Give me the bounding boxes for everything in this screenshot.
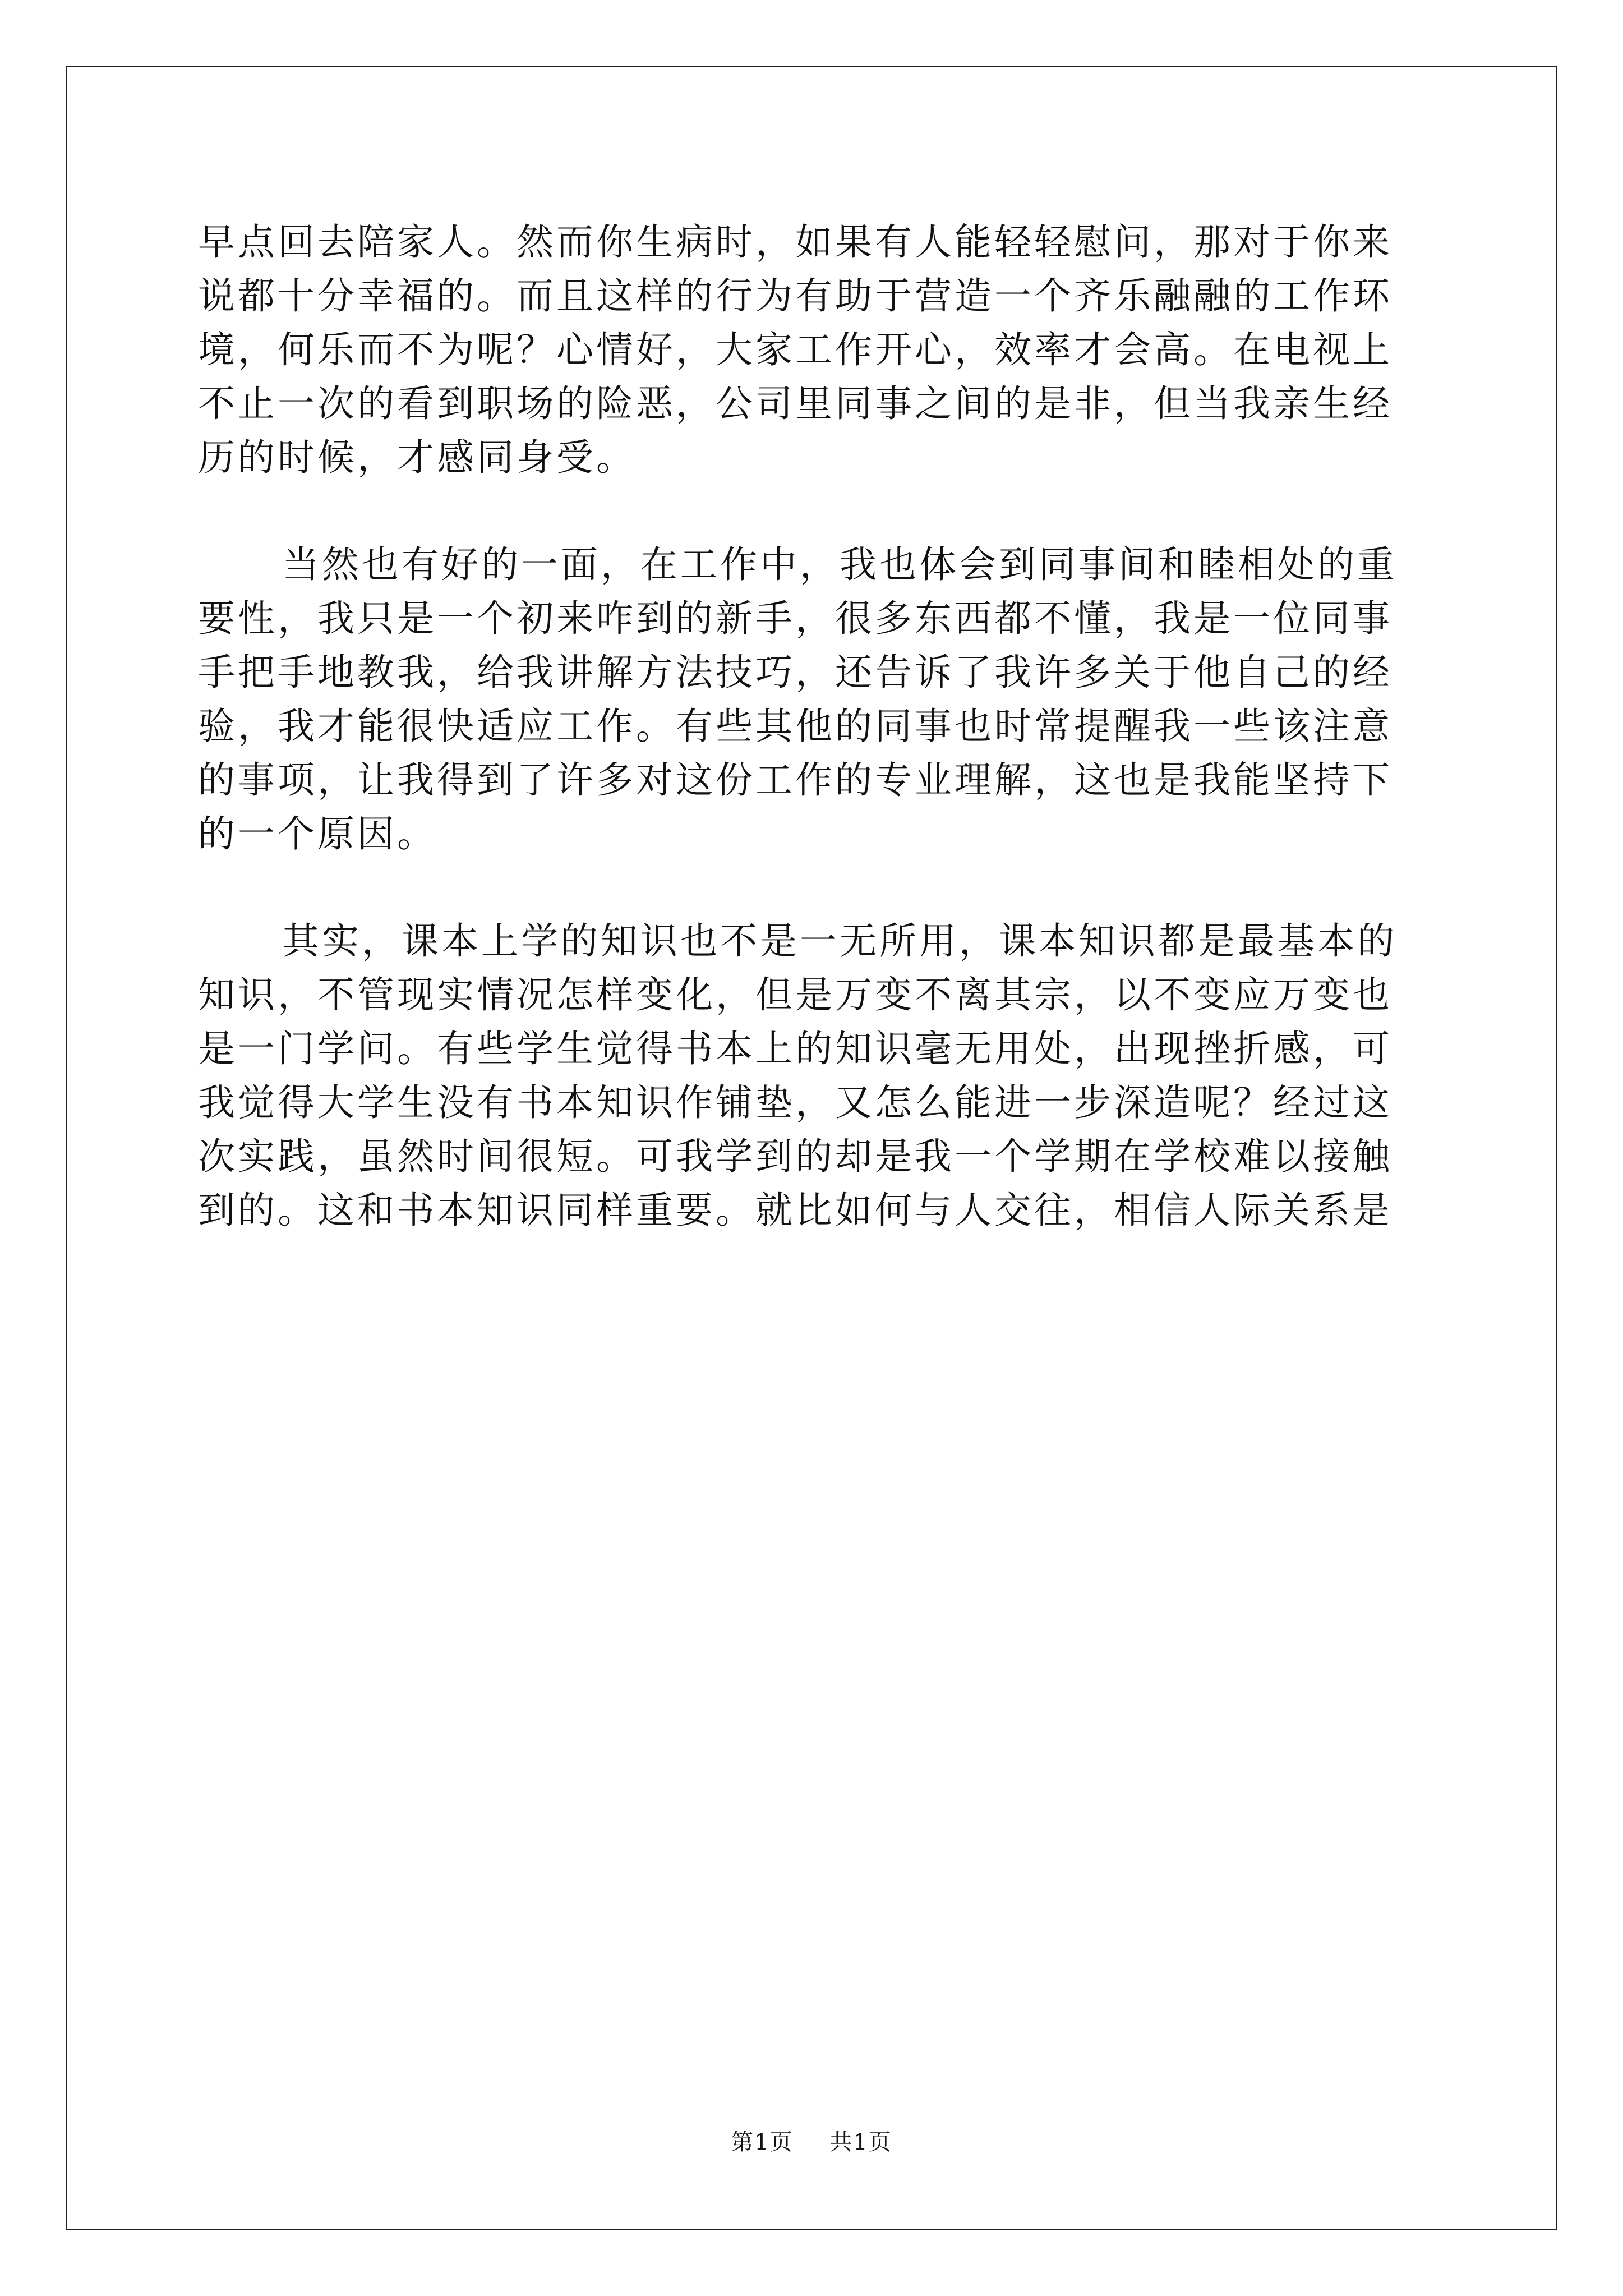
paragraph-line: 说都十分幸福的。而且这样的行为有助于营造一个齐乐融融的工作环 (198, 274, 1393, 318)
paragraph-line: 当然也有好的一面，在工作中，我也体会到同事间和睦相处的重 (282, 543, 1397, 586)
paragraph-line: 验，我才能很快适应工作。有些其他的同事也时常提醒我一些该注意 (198, 705, 1393, 748)
page-number: 第1页 (731, 2129, 794, 2155)
page-total: 共1页 (829, 2129, 892, 2155)
paragraph-1 (198, 215, 1432, 485)
paragraph-line: 境，何乐而不为呢？心情好，大家工作开心，效率才会高。在电视上 (198, 328, 1393, 371)
paragraph-line: 不止一次的看到职场的险恶，公司里同事之间的是非，但当我亲生经 (198, 382, 1393, 425)
paragraph-line: 次实践，虽然时间很短。可我学到的却是我一个学期在学校难以接触 (198, 1135, 1393, 1178)
paragraph-line: 要性，我只是一个初来咋到的新手，很多东西都不懂，我是一位同事 (198, 597, 1393, 640)
document-body (198, 215, 1432, 1237)
paragraph-3 (198, 914, 1432, 1237)
paragraph-line: 知识，不管现实情况怎样变化，但是万变不离其宗，以不变应万变也 (198, 973, 1393, 1016)
paragraph-line: 是一门学问。有些学生觉得书本上的知识毫无用处，出现挫折感，可 (198, 1027, 1393, 1070)
paragraph-line: 我觉得大学生没有书本知识作铺垫，又怎么能进一步深造呢？经过这 (198, 1081, 1393, 1124)
page-footer (0, 2124, 1623, 2156)
paragraph-line: 历的时候，才感同身受。 (198, 436, 636, 479)
paragraph-2 (198, 538, 1432, 861)
paragraph-line: 手把手地教我，给我讲解方法技巧，还告诉了我许多关于他自己的经 (198, 651, 1393, 694)
paragraph-line: 到的。这和书本知识同样重要。就比如何与人交往，相信人际关系是 (198, 1189, 1393, 1232)
paragraph-line: 其实，课本上学的知识也不是一无所用，课本知识都是最基本的 (282, 919, 1397, 963)
paragraph-line: 的一个原因。 (198, 812, 437, 855)
paragraph-line: 早点回去陪家人。然而你生病时，如果有人能轻轻慰问，那对于你来 (198, 220, 1393, 264)
paragraph-line: 的事项，让我得到了许多对这份工作的专业理解，这也是我能坚持下 (198, 758, 1393, 802)
